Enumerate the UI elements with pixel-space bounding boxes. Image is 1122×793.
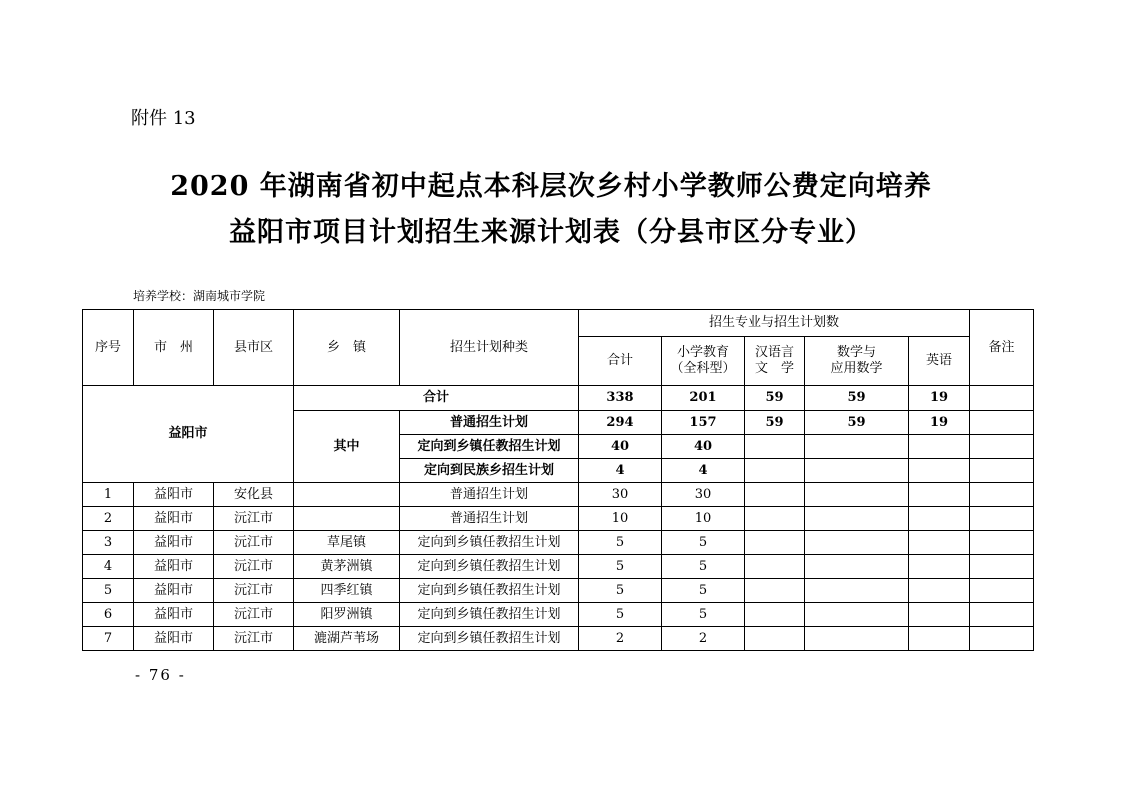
cell-remark (970, 531, 1034, 555)
cell-city: 益阳市 (134, 483, 214, 507)
cell-city: 益阳市 (134, 555, 214, 579)
cell-town: 草尾镇 (294, 531, 400, 555)
cell-town: 漉湖芦苇场 (294, 627, 400, 651)
cell-english (909, 579, 970, 603)
attachment-label: 附件 13 (131, 108, 196, 129)
summary-total-math: 59 (805, 386, 909, 411)
title-line-2: 益阳市项目计划招生来源计划表（分县市区分专业） (229, 217, 873, 248)
table-row (83, 483, 1034, 507)
cell-total: 30 (579, 483, 662, 507)
cell-remark (970, 555, 1034, 579)
cell-total: 2 (579, 627, 662, 651)
summary-sub-label: 普通招生计划 (400, 411, 579, 435)
cell-type: 定向到乡镇任教招生计划 (400, 603, 579, 627)
summary-sub-math (805, 435, 909, 459)
summary-total-row (83, 386, 1034, 411)
cell-total: 10 (579, 507, 662, 531)
cell-county: 沅江市 (214, 555, 294, 579)
cell-town: 四季红镇 (294, 579, 400, 603)
table-row (83, 579, 1034, 603)
cell-total: 5 (579, 603, 662, 627)
cell-remark (970, 627, 1034, 651)
title-line-1: 2020 年湖南省初中起点本科层次乡村小学教师公费定向培养 (170, 171, 932, 202)
cell-city: 益阳市 (134, 531, 214, 555)
summary-city: 益阳市 (83, 386, 294, 483)
cell-chinese (745, 531, 805, 555)
cell-type: 定向到乡镇任教招生计划 (400, 531, 579, 555)
cell-remark (970, 507, 1034, 531)
cell-type: 定向到乡镇任教招生计划 (400, 627, 579, 651)
cell-english (909, 483, 970, 507)
summary-sub-primary: 40 (662, 435, 745, 459)
cell-primary: 5 (662, 531, 745, 555)
cell-city: 益阳市 (134, 507, 214, 531)
cell-primary: 5 (662, 603, 745, 627)
summary-total-value: 338 (579, 386, 662, 411)
cell-seq: 3 (83, 531, 134, 555)
cell-county: 沅江市 (214, 579, 294, 603)
cell-english (909, 627, 970, 651)
summary-sub-chinese (745, 435, 805, 459)
cell-total: 5 (579, 579, 662, 603)
table-row (83, 627, 1034, 651)
summary-sub-remark (970, 411, 1034, 435)
summary-sub-total: 294 (579, 411, 662, 435)
cell-type: 普通招生计划 (400, 507, 579, 531)
header-math: 数学与 应用数学 (805, 337, 909, 386)
cell-seq: 7 (83, 627, 134, 651)
cell-english (909, 603, 970, 627)
header-majors-group: 招生专业与招生计划数 (579, 310, 970, 337)
cell-type: 定向到乡镇任教招生计划 (400, 555, 579, 579)
cell-seq: 1 (83, 483, 134, 507)
cell-county: 沅江市 (214, 531, 294, 555)
summary-sub-remark (970, 459, 1034, 483)
cell-chinese (745, 579, 805, 603)
cell-english (909, 555, 970, 579)
header-remark: 备注 (970, 310, 1034, 386)
cell-town (294, 483, 400, 507)
cell-chinese (745, 603, 805, 627)
summary-total-label: 合计 (294, 386, 579, 411)
cell-type: 普通招生计划 (400, 483, 579, 507)
cell-county: 沅江市 (214, 603, 294, 627)
cell-type: 定向到乡镇任教招生计划 (400, 579, 579, 603)
training-school: 培养学校：湖南城市学院 (133, 289, 266, 303)
summary-sub-chinese: 59 (745, 411, 805, 435)
cell-chinese (745, 507, 805, 531)
summary-total-chinese: 59 (745, 386, 805, 411)
summary-sub-label: 定向到乡镇任教招生计划 (400, 435, 579, 459)
cell-seq: 4 (83, 555, 134, 579)
table-row (83, 555, 1034, 579)
cell-primary: 30 (662, 483, 745, 507)
cell-math (805, 555, 909, 579)
cell-city: 益阳市 (134, 627, 214, 651)
table-row (83, 603, 1034, 627)
summary-sub-primary: 4 (662, 459, 745, 483)
summary-sub-math: 59 (805, 411, 909, 435)
cell-chinese (745, 483, 805, 507)
cell-seq: 5 (83, 579, 134, 603)
cell-town: 阳罗洲镇 (294, 603, 400, 627)
cell-county: 沅江市 (214, 507, 294, 531)
summary-sub-remark (970, 435, 1034, 459)
cell-remark (970, 483, 1034, 507)
summary-total-english: 19 (909, 386, 970, 411)
cell-county: 安化县 (214, 483, 294, 507)
enrollment-plan-table (82, 309, 1034, 651)
summary-total-remark (970, 386, 1034, 411)
cell-math (805, 531, 909, 555)
header-city: 市 州 (134, 310, 214, 386)
cell-town (294, 507, 400, 531)
summary-sub-english: 19 (909, 411, 970, 435)
cell-remark (970, 603, 1034, 627)
cell-seq: 6 (83, 603, 134, 627)
header-row-1 (83, 310, 1034, 337)
summary-sub-total: 40 (579, 435, 662, 459)
cell-total: 5 (579, 555, 662, 579)
header-county: 县市区 (214, 310, 294, 386)
table-row (83, 531, 1034, 555)
table-row (83, 507, 1034, 531)
cell-primary: 5 (662, 579, 745, 603)
cell-city: 益阳市 (134, 579, 214, 603)
header-plan-type: 招生计划种类 (400, 310, 579, 386)
page-number: - 76 - (135, 666, 186, 684)
cell-math (805, 603, 909, 627)
cell-remark (970, 579, 1034, 603)
cell-english (909, 507, 970, 531)
cell-chinese (745, 627, 805, 651)
cell-english (909, 531, 970, 555)
cell-city: 益阳市 (134, 603, 214, 627)
summary-among-label: 其中 (294, 411, 400, 483)
summary-sub-label: 定向到民族乡招生计划 (400, 459, 579, 483)
header-primary-education: 小学教育 （全科型） (662, 337, 745, 386)
summary-total-primary: 201 (662, 386, 745, 411)
header-seq: 序号 (83, 310, 134, 386)
cell-primary: 2 (662, 627, 745, 651)
cell-math (805, 579, 909, 603)
cell-math (805, 627, 909, 651)
cell-county: 沅江市 (214, 627, 294, 651)
summary-sub-english (909, 435, 970, 459)
cell-seq: 2 (83, 507, 134, 531)
summary-sub-english (909, 459, 970, 483)
summary-sub-math (805, 459, 909, 483)
header-chinese: 汉语言 文 学 (745, 337, 805, 386)
header-town: 乡 镇 (294, 310, 400, 386)
cell-math (805, 483, 909, 507)
cell-total: 5 (579, 531, 662, 555)
summary-sub-primary: 157 (662, 411, 745, 435)
cell-town: 黄茅洲镇 (294, 555, 400, 579)
summary-sub-chinese (745, 459, 805, 483)
cell-math (805, 507, 909, 531)
cell-primary: 10 (662, 507, 745, 531)
header-total: 合计 (579, 337, 662, 386)
header-english: 英语 (909, 337, 970, 386)
summary-sub-total: 4 (579, 459, 662, 483)
cell-primary: 5 (662, 555, 745, 579)
cell-chinese (745, 555, 805, 579)
